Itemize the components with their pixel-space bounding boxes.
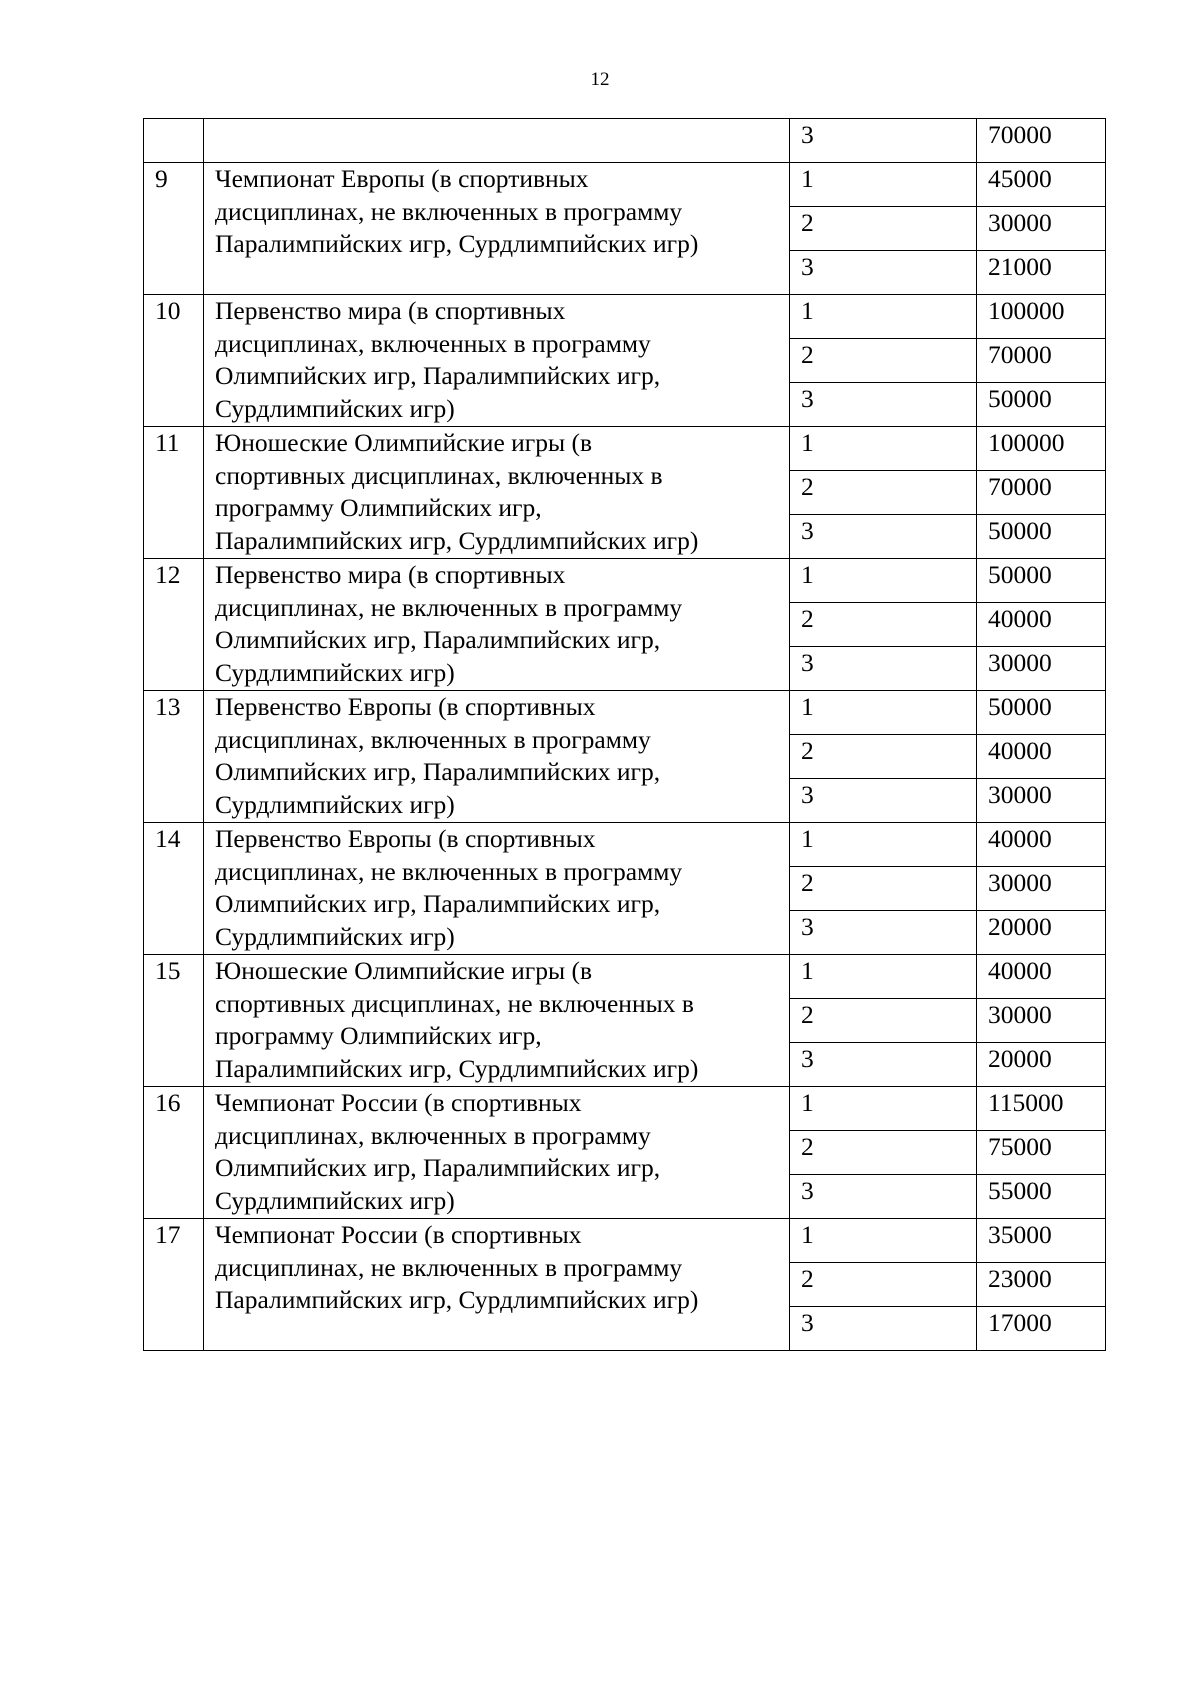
- competition-name-line: Сурдлимпийских игр): [215, 1186, 455, 1216]
- place-cell: 3: [790, 383, 977, 427]
- continuation-award-row: [144, 119, 1106, 163]
- row-number: 17: [144, 1219, 204, 1351]
- place-cell: 2: [790, 603, 977, 647]
- competition-name-line: Олимпийских игр, Паралимпийских игр,: [215, 625, 661, 655]
- competition-name-line: Олимпийских игр, Паралимпийских игр,: [215, 1153, 661, 1183]
- place-cell: 2: [790, 999, 977, 1043]
- amount-cell: 40000: [977, 955, 1106, 999]
- amount-cell: 20000: [977, 1043, 1106, 1087]
- place-cell: 3: [790, 647, 977, 691]
- place-cell: 3: [790, 251, 977, 295]
- row-number: [144, 119, 204, 163]
- place-cell: 3: [790, 119, 977, 163]
- competition-name-line: Первенство Европы (в спортивных: [215, 824, 596, 853]
- place-cell: 2: [790, 339, 977, 383]
- amount-cell: 100000: [977, 427, 1106, 471]
- competition-name-line: Паралимпийских игр, Сурдлимпийских игр): [215, 229, 699, 259]
- competition-award-row: [144, 295, 1106, 339]
- competition-name-line: Паралимпийских игр, Сурдлимпийских игр): [215, 1054, 699, 1084]
- competition-name-line: программу Олимпийских игр,: [215, 493, 542, 523]
- competition-name-line: Паралимпийских игр, Сурдлимпийских игр): [215, 1285, 699, 1315]
- amount-cell: 23000: [977, 1263, 1106, 1307]
- amount-cell: 20000: [977, 911, 1106, 955]
- place-cell: 1: [790, 1219, 977, 1263]
- amount-cell: 50000: [977, 691, 1106, 735]
- competition-award-row: [144, 163, 1106, 207]
- amount-cell: 70000: [977, 339, 1106, 383]
- place-cell: 2: [790, 735, 977, 779]
- place-cell: 1: [790, 1087, 977, 1131]
- row-number: 14: [144, 823, 204, 955]
- place-cell: 1: [790, 955, 977, 999]
- amount-cell: 45000: [977, 163, 1106, 207]
- competition-name-line: дисциплинах, не включенных в программу: [215, 1252, 683, 1282]
- competition-award-row: [144, 955, 1106, 999]
- row-number: 12: [144, 559, 204, 691]
- competition-name: [204, 163, 790, 295]
- place-cell: 1: [790, 559, 977, 603]
- competition-name-line: Олимпийских игр, Паралимпийских игр,: [215, 889, 661, 919]
- amount-cell: 40000: [977, 823, 1106, 867]
- competition-name-line: дисциплинах, включенных в программу: [215, 724, 651, 754]
- row-number: 11: [144, 427, 204, 559]
- competition-award-row: [144, 1219, 1106, 1263]
- competition-name: [204, 559, 790, 691]
- row-number: 16: [144, 1087, 204, 1219]
- competition-award-row: [144, 691, 1106, 735]
- row-number: 13: [144, 691, 204, 823]
- competition-name: [204, 823, 790, 955]
- competition-name-line: Сурдлимпийских игр): [215, 790, 455, 820]
- competition-name-line: Первенство Европы (в спортивных: [215, 692, 596, 721]
- place-cell: 1: [790, 427, 977, 471]
- amount-cell: 40000: [977, 603, 1106, 647]
- competition-name-line: дисциплинах, не включенных в программу: [215, 856, 683, 886]
- amount-cell: 30000: [977, 647, 1106, 691]
- competition-name-line: дисциплинах, не включенных в программу: [215, 592, 683, 622]
- competition-name-line: Паралимпийских игр, Сурдлимпийских игр): [215, 526, 699, 556]
- place-cell: 2: [790, 1263, 977, 1307]
- row-number: 10: [144, 295, 204, 427]
- row-number: 15: [144, 955, 204, 1087]
- competition-name-line: дисциплинах, включенных в программу: [215, 1120, 651, 1150]
- place-cell: 1: [790, 691, 977, 735]
- place-cell: 1: [790, 163, 977, 207]
- amount-cell: 55000: [977, 1175, 1106, 1219]
- amount-cell: 30000: [977, 779, 1106, 823]
- competition-name: [204, 691, 790, 823]
- competition-name-line: Сурдлимпийских игр): [215, 922, 455, 952]
- competition-name-line: Чемпионат России (в спортивных: [215, 1220, 582, 1249]
- amount-cell: 100000: [977, 295, 1106, 339]
- place-cell: 2: [790, 1131, 977, 1175]
- amount-cell: 35000: [977, 1219, 1106, 1263]
- competition-award-row: [144, 823, 1106, 867]
- place-cell: 3: [790, 1307, 977, 1351]
- amount-cell: 50000: [977, 515, 1106, 559]
- place-cell: 3: [790, 1043, 977, 1087]
- competition-name-line: Сурдлимпийских игр): [215, 394, 455, 424]
- place-cell: 3: [790, 1175, 977, 1219]
- competition-name-line: Первенство мира (в спортивных: [215, 560, 566, 589]
- competition-name: [204, 1219, 790, 1351]
- amount-cell: 115000: [977, 1087, 1106, 1131]
- place-cell: 1: [790, 823, 977, 867]
- place-cell: 1: [790, 295, 977, 339]
- amount-cell: 30000: [977, 207, 1106, 251]
- competition-name-line: дисциплинах, не включенных в программу: [215, 196, 683, 226]
- place-cell: 2: [790, 867, 977, 911]
- place-cell: 2: [790, 471, 977, 515]
- competition-name-line: Юношеские Олимпийские игры (в: [215, 428, 593, 457]
- amount-cell: 40000: [977, 735, 1106, 779]
- competition-name-line: спортивных дисциплинах, не включенных в: [215, 988, 694, 1018]
- competition-name: [204, 427, 790, 559]
- amount-cell: 75000: [977, 1131, 1106, 1175]
- competition-name-line: Чемпионат Европы (в спортивных: [215, 164, 589, 193]
- amount-cell: 17000: [977, 1307, 1106, 1351]
- competition-award-row: [144, 1087, 1106, 1131]
- competition-name: [204, 295, 790, 427]
- place-cell: 3: [790, 911, 977, 955]
- competition-name-line: спортивных дисциплинах, включенных в: [215, 460, 663, 490]
- awards-table-body: [144, 119, 1106, 1351]
- competition-name-line: Юношеские Олимпийские игры (в: [215, 956, 593, 985]
- amount-cell: 70000: [977, 119, 1106, 163]
- competition-name-line: Первенство мира (в спортивных: [215, 296, 566, 325]
- competition-name: [204, 1087, 790, 1219]
- place-cell: 3: [790, 779, 977, 823]
- place-cell: 2: [790, 207, 977, 251]
- competition-award-row: [144, 427, 1106, 471]
- competition-name-line: Сурдлимпийских игр): [215, 658, 455, 688]
- amount-cell: 50000: [977, 383, 1106, 427]
- awards-table: [143, 118, 1106, 1351]
- amount-cell: 50000: [977, 559, 1106, 603]
- competition-name: [204, 119, 790, 163]
- amount-cell: 70000: [977, 471, 1106, 515]
- competition-name: [204, 955, 790, 1087]
- competition-name-line: дисциплинах, включенных в программу: [215, 328, 651, 358]
- amount-cell: 30000: [977, 867, 1106, 911]
- competition-name-line: Олимпийских игр, Паралимпийских игр,: [215, 361, 661, 391]
- row-number: 9: [144, 163, 204, 295]
- amount-cell: 21000: [977, 251, 1106, 295]
- page-number: 12: [590, 69, 610, 90]
- place-cell: 3: [790, 515, 977, 559]
- amount-cell: 30000: [977, 999, 1106, 1043]
- competition-name-line: программу Олимпийских игр,: [215, 1021, 542, 1051]
- competition-name-line: Чемпионат России (в спортивных: [215, 1088, 582, 1117]
- competition-name-line: Олимпийских игр, Паралимпийских игр,: [215, 757, 661, 787]
- competition-award-row: [144, 559, 1106, 603]
